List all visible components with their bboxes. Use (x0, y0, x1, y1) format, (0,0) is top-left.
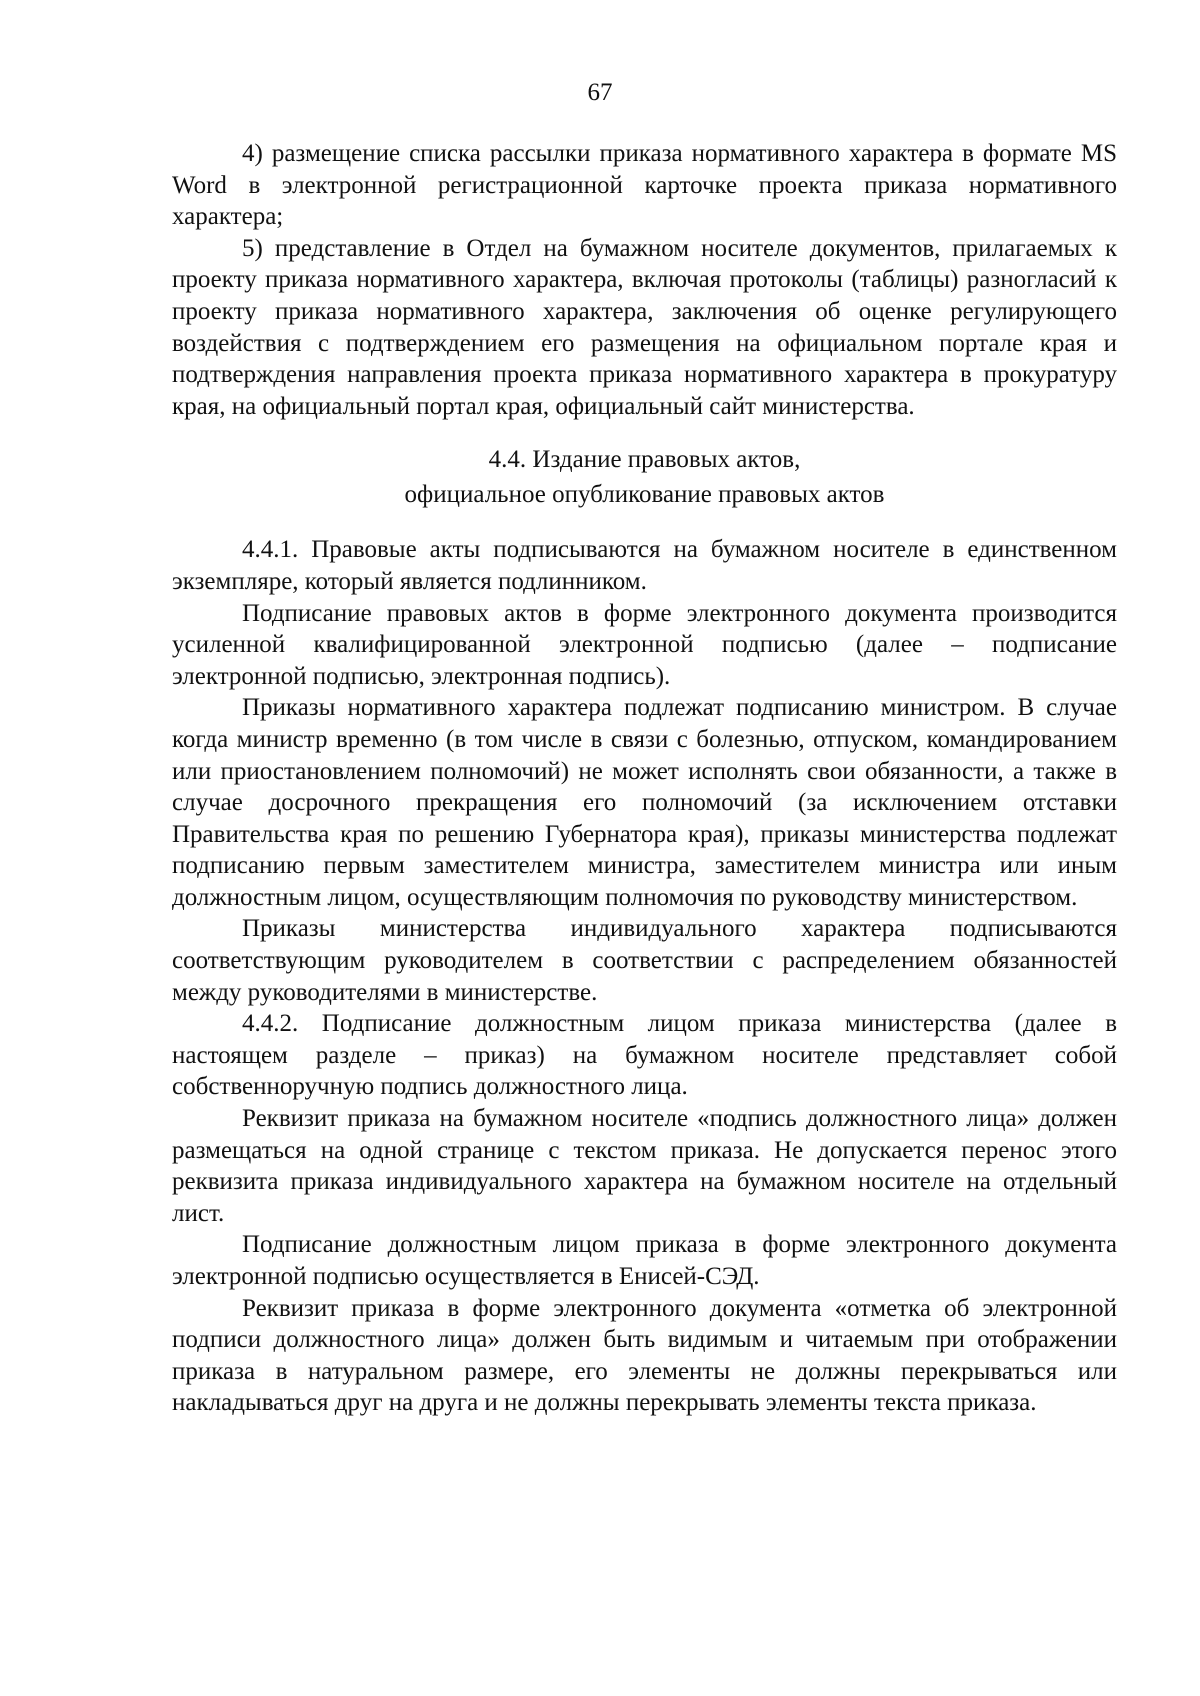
section-heading-line-1: 4.4. Издание правовых актов, (488, 446, 801, 474)
paragraph-normative-orders-signing: Приказы нормативного характера подлежат подписанию министром. В случае когда министр временно (в том числе в связи с болезнью, отпуском, командированием или приостановлением полномочий) не может исполнять свои обязанности, а также в случае досрочного прекращения его полномочий (за исключением отставки Правительства края по решению Губернатора края), приказы министерства подлежат подписанию первым заместителем министра, заместителем министра или иным должностным лицом, осуществляющим полномочия по руководству министерством. (172, 694, 1117, 911)
section-heading (172, 442, 1117, 512)
document-body (172, 138, 1117, 1419)
section-heading-line-2: официальное опубликование правовых актов (404, 481, 885, 509)
paragraph-4-4-2: 4.4.2. Подписание должностным лицом приказа министерства (далее в настоящем разделе – приказ) на бумажном носителе представляет собой собственноручную подпись должностного лица. (172, 1010, 1117, 1101)
paragraph-signature-requisite-paper: Реквизит приказа на бумажном носителе «подпись должностного лица» должен размещаться на одной странице с текстом приказа. Не допускается перенос этого реквизита приказа индивидуального характера на бумажном носителе на отдельный лист. (172, 1105, 1117, 1227)
paragraph-individual-orders-signing: Приказы министерства индивидуального характера подписываются соответствующим руководителем в соответствии с распределением обязанностей между руководителями в министерстве. (172, 915, 1117, 1006)
list-item-4: 4) размещение списка рассылки приказа нормативного характера в формате MS Word в электронной регистрационной карточке проекта приказа нормативного характера; (172, 140, 1117, 231)
page-number: 67 (587, 79, 613, 106)
paragraph-4-4-1: 4.4.1. Правовые акты подписываются на бумажном носителе в единственном экземпляре, который является подлинником. (172, 536, 1117, 595)
paragraph-signature-requisite-electronic: Реквизит приказа в форме электронного документа «отметка об электронной подписи должностного лица» должен быть видимым и читаемым при отображении приказа в натуральном размере, его элементы не должны перекрываться или накладываться друг на друга и не должны перекрывать элементы текста приказа. (172, 1294, 1117, 1417)
paragraph-electronic-signing-system: Подписание должностным лицом приказа в форме электронного документа электронной подписью осуществляется в Енисей-СЭД. (172, 1231, 1117, 1290)
list-item-5: 5) представление в Отдел на бумажном носителе документов, прилагаемых к проекту приказа нормативного характера, включая протоколы (таблицы) разногласий к проекту приказа нормативного характера, заключения об оценке регулирующего воздействия с подтверждением его размещения на официальном портале края и подтверждения направления проекта приказа нормативного характера в прокуратуру края, на официальный портал края, официальный сайт министерства. (172, 234, 1117, 420)
paragraph-electronic-signing: Подписание правовых актов в форме электронного документа производится усиленной квалифицированной электронной подписью (далее – подписание электронной подписью, электронная подпись). (172, 599, 1117, 690)
